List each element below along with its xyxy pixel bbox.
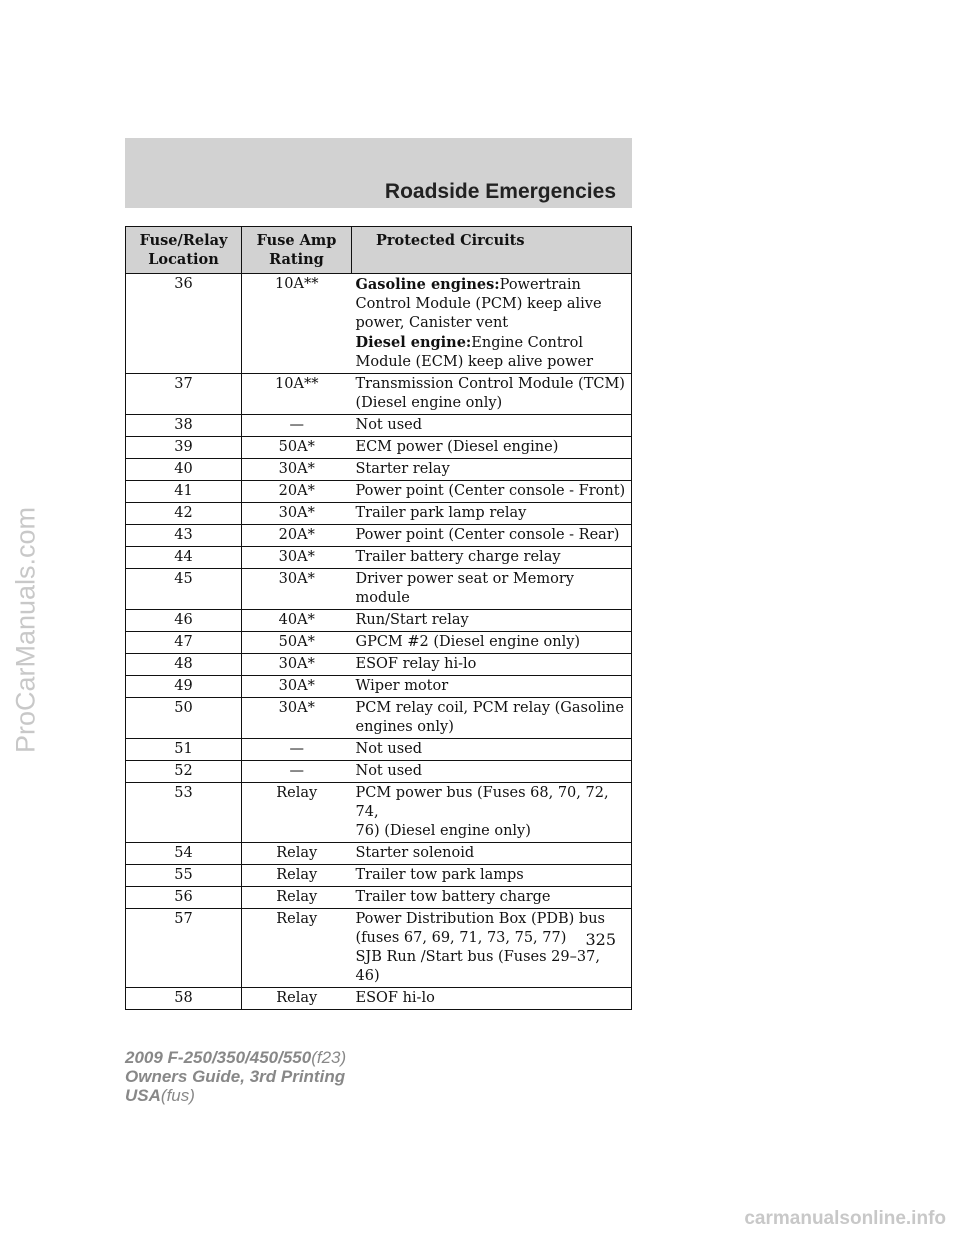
table-row [126, 843, 632, 865]
fuse-location-cell: 45 [126, 569, 242, 610]
circuit-description-line [356, 762, 628, 781]
circuit-description-line [356, 740, 628, 759]
circuit-description-text: SJB Run /Start bus (Fuses 29–37, 46) [355, 949, 600, 984]
circuit-description-text: PCM power bus (Fuses 68, 70, 72, 74, [355, 785, 609, 820]
table-row [126, 547, 632, 569]
table-row [126, 865, 632, 887]
protected-circuits-cell [352, 676, 632, 698]
circuit-description-text: Engine Control [471, 335, 583, 351]
circuit-description-text: Power point (Center console - Front) [355, 483, 626, 499]
circuit-description-line [356, 526, 628, 545]
circuit-description-text: ECM power (Diesel engine) [355, 439, 559, 455]
table-row [126, 632, 632, 654]
footer-line-3 [125, 1086, 346, 1105]
table-row [126, 909, 632, 988]
circuit-description-line [356, 416, 628, 435]
footer-region: USA [125, 1086, 161, 1105]
fuse-amp-cell: 50A* [242, 437, 352, 459]
header-location [126, 227, 242, 274]
fuse-amp-cell: 20A* [242, 481, 352, 503]
fuse-amp-cell: 10A** [242, 274, 352, 374]
circuit-description-text: Trailer battery charge relay [355, 549, 561, 565]
fuse-amp-cell: Relay [242, 909, 352, 988]
circuit-description-line [356, 504, 628, 523]
fuse-location-cell: 53 [126, 783, 242, 843]
circuit-description-line [356, 699, 628, 718]
circuit-description-line [356, 888, 628, 907]
table-row [126, 525, 632, 547]
protected-circuits-cell [352, 783, 632, 843]
fuse-location-cell: 42 [126, 503, 242, 525]
protected-circuits-cell [352, 374, 632, 415]
engine-type-label: Gasoline engines: [355, 276, 500, 293]
circuit-description-line [356, 295, 628, 314]
fuse-amp-cell: 10A** [242, 374, 352, 415]
circuit-description-text: ESOF relay hi-lo [355, 656, 477, 672]
circuit-description-text: Starter solenoid [355, 845, 475, 861]
header-protected-circuits: Protected Circuits [352, 227, 632, 274]
header-amp-rating [242, 227, 352, 274]
circuit-description-text: Power Distribution Box (PDB) bus [355, 911, 605, 927]
protected-circuits-cell [352, 610, 632, 632]
circuit-description-text: Not used [355, 741, 422, 757]
circuit-description-line [356, 633, 628, 652]
circuit-description-text: ESOF hi-lo [355, 990, 435, 1006]
fuse-amp-cell: 30A* [242, 698, 352, 739]
fuse-location-cell: 58 [126, 988, 242, 1010]
table-header-row [126, 227, 632, 274]
circuit-description-line [356, 438, 628, 457]
circuit-description-line [356, 718, 628, 737]
header-location-line1: Fuse/Relay [139, 232, 228, 249]
footer-code: (f23) [311, 1048, 347, 1067]
protected-circuits-cell [352, 632, 632, 654]
circuit-description-line [356, 394, 628, 413]
header-amp-line1: Fuse Amp [256, 232, 337, 249]
page-number: 325 [585, 930, 616, 949]
fuse-amp-cell: 30A* [242, 676, 352, 698]
fuse-location-cell: 56 [126, 887, 242, 909]
circuit-description-line [356, 333, 628, 353]
circuit-description-text: Wiper motor [355, 678, 449, 694]
circuit-description-text: GPCM #2 (Diesel engine only) [355, 634, 581, 650]
fuse-amp-cell: Relay [242, 865, 352, 887]
table-row [126, 374, 632, 415]
circuit-description-line [356, 784, 628, 822]
table-row [126, 503, 632, 525]
circuit-description-text: Not used [355, 417, 422, 433]
footer-line-1 [125, 1048, 346, 1067]
fuse-location-cell: 48 [126, 654, 242, 676]
section-title: Roadside Emergencies [384, 180, 616, 203]
circuit-description-text: Power point (Center console - Rear) [355, 527, 620, 543]
protected-circuits-cell [352, 569, 632, 610]
circuit-description-line [356, 611, 628, 630]
table-row [126, 610, 632, 632]
protected-circuits-cell [352, 761, 632, 783]
circuit-description-line [356, 482, 628, 501]
fuse-amp-cell: 20A* [242, 525, 352, 547]
protected-circuits-cell [352, 887, 632, 909]
table-row [126, 783, 632, 843]
protected-circuits-cell [352, 865, 632, 887]
circuit-description-line [356, 822, 628, 841]
circuit-description-text: PCM relay coil, PCM relay (Gasoline [355, 700, 624, 716]
circuit-description-text: Powertrain [499, 277, 581, 293]
circuit-description-text: engines only) [355, 719, 454, 735]
circuit-description-text: (Diesel engine only) [355, 395, 503, 411]
watermark-bottom: carmanualsonline.info [744, 1208, 946, 1229]
fuse-amp-cell: — [242, 415, 352, 437]
header-location-line2: Location [148, 251, 219, 268]
table-row [126, 698, 632, 739]
protected-circuits-cell [352, 525, 632, 547]
fuse-location-cell: 41 [126, 481, 242, 503]
fuse-location-cell: 39 [126, 437, 242, 459]
fuse-location-cell: 51 [126, 739, 242, 761]
fuse-location-cell: 36 [126, 274, 242, 374]
protected-circuits-cell [352, 415, 632, 437]
fuse-amp-cell: — [242, 739, 352, 761]
protected-circuits-cell [352, 698, 632, 739]
table-row [126, 274, 632, 374]
protected-circuits-cell [352, 739, 632, 761]
fuse-amp-cell: 30A* [242, 569, 352, 610]
footer-model: 2009 F-250/350/450/550 [125, 1048, 312, 1067]
protected-circuits-cell [352, 481, 632, 503]
table-body [126, 274, 632, 1010]
table-row [126, 415, 632, 437]
fuse-location-cell: 54 [126, 843, 242, 865]
watermark-vertical [2, 420, 50, 840]
protected-circuits-cell [352, 843, 632, 865]
table-row [126, 569, 632, 610]
fuse-location-cell: 57 [126, 909, 242, 988]
fuse-amp-cell: 30A* [242, 654, 352, 676]
protected-circuits-cell [352, 274, 632, 374]
protected-circuits-cell [352, 459, 632, 481]
footer-region-code: (fus) [160, 1086, 195, 1105]
circuit-description-text: power, Canister vent [355, 315, 509, 331]
circuit-description-line [356, 844, 628, 863]
fuse-amp-cell: Relay [242, 988, 352, 1010]
fuse-location-cell: 46 [126, 610, 242, 632]
fuse-amp-cell: 30A* [242, 459, 352, 481]
circuit-description-line [356, 570, 628, 608]
circuit-description-text: Transmission Control Module (TCM) [355, 376, 625, 392]
fuse-location-cell: 44 [126, 547, 242, 569]
circuit-description-line [356, 655, 628, 674]
circuit-description-text: Starter relay [355, 461, 450, 477]
fuse-location-cell: 43 [126, 525, 242, 547]
circuit-description-text: 76) (Diesel engine only) [355, 823, 531, 839]
circuit-description-text: Control Module (PCM) keep alive [355, 296, 602, 312]
circuit-description-line [356, 866, 628, 885]
circuit-description-text: Trailer tow battery charge [355, 889, 551, 905]
fuse-location-cell: 55 [126, 865, 242, 887]
table-row [126, 676, 632, 698]
fuse-location-cell: 37 [126, 374, 242, 415]
circuit-description-line [356, 989, 628, 1008]
fuse-amp-cell: Relay [242, 843, 352, 865]
fuse-amp-cell: — [242, 761, 352, 783]
protected-circuits-cell [352, 547, 632, 569]
fuse-location-cell: 50 [126, 698, 242, 739]
fuse-table [125, 226, 632, 1010]
table-row [126, 761, 632, 783]
table-header [126, 227, 632, 274]
circuit-description-line [356, 910, 628, 929]
table-row [126, 654, 632, 676]
circuit-description-line [356, 677, 628, 696]
circuit-description-line [356, 948, 628, 986]
circuit-description-text: Driver power seat or Memory module [355, 571, 574, 606]
table-row [126, 481, 632, 503]
header-amp-line2: Rating [269, 251, 324, 268]
footer-printing: Owners Guide, 3rd Printing [125, 1067, 346, 1086]
circuit-description-text: Trailer park lamp relay [355, 505, 527, 521]
circuit-description-line [356, 375, 628, 394]
protected-circuits-cell [352, 654, 632, 676]
fuse-location-cell: 40 [126, 459, 242, 481]
circuit-description-line [356, 275, 628, 295]
fuse-amp-cell: Relay [242, 887, 352, 909]
table-row [126, 437, 632, 459]
protected-circuits-cell [352, 437, 632, 459]
engine-type-label: Diesel engine: [355, 334, 472, 351]
protected-circuits-cell [352, 503, 632, 525]
fuse-amp-cell: Relay [242, 783, 352, 843]
circuit-description-text: (fuses 67, 69, 71, 73, 75, 77) [355, 930, 567, 946]
fuse-location-cell: 49 [126, 676, 242, 698]
fuse-location-cell: 52 [126, 761, 242, 783]
fuse-amp-cell: 30A* [242, 547, 352, 569]
table-row [126, 739, 632, 761]
document-footer [125, 1048, 346, 1105]
circuit-description-line [356, 548, 628, 567]
circuit-description-text: Run/Start relay [355, 612, 469, 628]
circuit-description-line [356, 353, 628, 372]
table-row [126, 988, 632, 1010]
circuit-description-text: Not used [355, 763, 422, 779]
table-row [126, 887, 632, 909]
footer-line-2 [125, 1067, 346, 1086]
fuse-location-cell: 38 [126, 415, 242, 437]
fuse-amp-cell: 30A* [242, 503, 352, 525]
fuse-location-cell: 47 [126, 632, 242, 654]
protected-circuits-cell [352, 988, 632, 1010]
circuit-description-text: Trailer tow park lamps [355, 867, 524, 883]
watermark-vertical-text: ProCarManuals.com [10, 506, 41, 754]
circuit-description-line [356, 460, 628, 479]
fuse-amp-cell: 40A* [242, 610, 352, 632]
circuit-description-text: Module (ECM) keep alive power [355, 354, 594, 370]
fuse-amp-cell: 50A* [242, 632, 352, 654]
table-row [126, 459, 632, 481]
circuit-description-line [356, 314, 628, 333]
